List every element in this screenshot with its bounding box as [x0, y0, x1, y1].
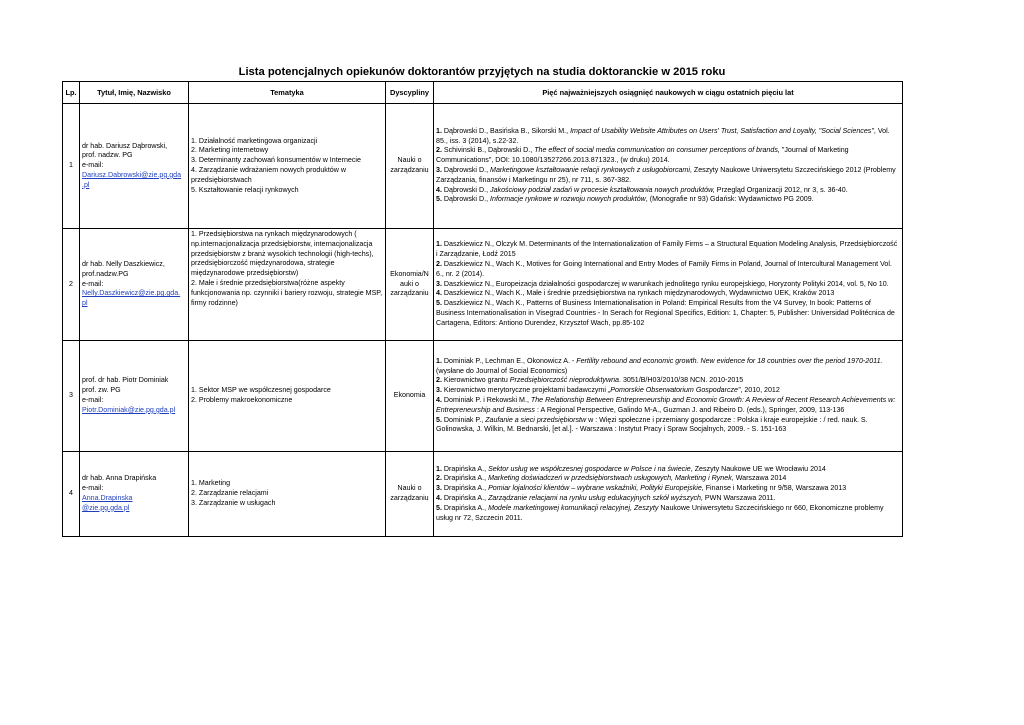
publications-cell [434, 341, 903, 452]
discipline-text: zarządzaniu [390, 166, 429, 174]
publication-item: 1. Dąbrowski D., Basińska B., Sikorski M., Impact of Usability Website Attributes on Users' Trust, Satisfaction and Loyalty, "Social Sciences", Vol. 85., iss. 3 (2014), s.22-32. [436, 126, 890, 145]
publication-item: 5. Dąbrowski D., Informacje rynkowe w rozwoju nowych produktów, (Monografie nr 93) Gdańsk: Wydawnictwo PG 2009. [436, 195, 814, 204]
supervisor-cell [80, 104, 189, 229]
topics-cell [189, 452, 386, 537]
col-header-discipline: Dyscypliny [386, 82, 434, 104]
topic-item: 4. Zarządzanie wdrażaniem nowych produktów w przedsiębiorstwach [191, 166, 346, 184]
publication-item: 2. Kierownictwo grantu Przedsiębiorczość nieproduktywna. 3051/B/H03/2010/38 NCN. 2010-2015 [436, 376, 744, 385]
publication-item: 4. Daszkiewicz N., Wach K., Małe i średnie przedsiębiorstwa na rynkach międzynarodowych, Wydawnictwo UEK, Kraków 2013 [436, 289, 835, 298]
publications-cell [434, 229, 903, 341]
supervisor-name: dr hab. Anna Drapińska [82, 474, 157, 483]
email-link[interactable]: Dariusz.Dabrowski@zie.pg.gda [82, 170, 182, 179]
publication-item: 4. Drapińska A., Zarządzanie relacjami na rynku usług edukacyjnych szkół wyższych, PWN Warszawa 2011. [436, 494, 776, 502]
row-number: 3 [63, 341, 80, 452]
publication-item: 1. Drapińska A., Sektor usług we współczesnej gospodarce w Polsce i na świecie, Zeszyty Naukowe UE we Wrocławiu 2014 [436, 464, 826, 473]
topic-item: 1. Działalność marketingowa organizacji [191, 136, 318, 145]
supervisor-cell [80, 229, 189, 341]
email-label: e-mail: [82, 396, 104, 404]
email-link-cont[interactable]: .pl [82, 180, 90, 189]
topic-item: 2. Małe i średnie przedsiębiorstwa(różne aspekty funkcjonowania np. czynniki i bariery rozwoju, strategie MSP, firmy rodzinne) [191, 278, 383, 307]
supervisor-cell [80, 452, 189, 537]
publication-item: 5. Dominiak P., Zaufanie a sieci przedsiębiorstw w : Więzi społeczne i przemiany gospodarcze : Polska i kraje europejskie : / red. nauk. S. Golinowska, J. Wilkin, M. Bednarski, [et al.]. - Warszawa : Instytut Pracy i Spraw Socjalnych, 2009. - S. 151-163 [436, 415, 868, 434]
discipline-cell [386, 229, 434, 341]
publication-item: 4. Dominiak P. i Rekowski M., The Relationship Between Entrepreneurship and Economic Growth: A Review of Recent Research Achievements w: Entrepreneurship and Business : A Regional Perspective, Galindo M-A., Guzman J. and Ribeiro D. (eds.), Springer, 2009, 113-136 [436, 396, 896, 414]
row-number: 2 [63, 229, 80, 341]
publication-item: 2. Schivinski B., Dąbrowski D., The effect of social media communication on consumer perceptions of brands, "Journal of Marketing Communications", DOI: 10.1080/13527266.2013.871323., (w druku) 2014. [436, 146, 849, 165]
topic-item: 2. Zarządzanie relacjami [191, 489, 269, 498]
topics-cell [189, 229, 386, 341]
topic-item: 2. Marketing internetowy [191, 146, 269, 155]
table-row [63, 104, 903, 229]
supervisors-table [62, 81, 903, 537]
email-label: e-mail: [82, 279, 104, 288]
topic-item: 3. Zarządzanie w usługach [191, 498, 276, 507]
topic-item: 1. Marketing [191, 479, 231, 488]
publications-cell [434, 104, 903, 229]
topic-item: 2. Problemy makroekonomiczne [191, 396, 293, 404]
topic-item: 1. Przedsiębiorstwa na rynkach międzynarodowych ( np.internacjonalizacja przedsiębiorstw, internacjonalizacja przedsiębiorstw z branż wysokich technologii (high-techs), przedsiębiorczość międzynarodowa, strategie międzynarodowe przedsiębiorstw) [191, 230, 374, 278]
email-label: e-mail: [82, 161, 104, 170]
publication-item: 5. Drapińska A., Modele marketingowej komunikacji relacyjnej, Zeszyty Naukowe Uniwersytetu Szczecińskiego nr 660, Ekonomiczne problemy usług nr 72, Szczecin 2011. [436, 503, 884, 522]
supervisor-cell [80, 341, 189, 452]
col-header-lp: Lp. [63, 82, 80, 104]
publication-item: 2. Drapińska A., Marketing doświadczeń w przedsiębiorstwach usługowych, Marketing i Rynek, Warszawa 2014 [436, 474, 787, 483]
email-link[interactable]: Nelly.Daszkiewicz@zie.pg.gda. [82, 289, 181, 298]
table-row [63, 229, 903, 341]
supervisor-title: prof. nadzw. PG [82, 151, 133, 160]
email-link[interactable]: Piotr.Dominiak@zie.pg.gda.pl [82, 405, 176, 414]
supervisor-name: dr hab. Dariusz Dąbrowski, [82, 141, 168, 150]
table-row [63, 452, 903, 537]
col-header-topics: Tematyka [189, 82, 386, 104]
publication-item: 4. Dąbrowski D., Jakościowy podział zadań w procesie kształtowania nowych produktów, Przegląd Organizacji 2012, nr 3, s. 36-40. [436, 185, 848, 194]
discipline-text: Nauki o [397, 484, 422, 493]
topic-item: 3. Determinanty zachowań konsumentów w Internecie [191, 156, 361, 165]
discipline-cell [386, 341, 434, 452]
row-number: 4 [63, 452, 80, 537]
discipline-text: zarządzaniu [390, 494, 429, 502]
email-label: e-mail: [82, 484, 104, 493]
discipline-text: Ekonomia [393, 391, 426, 400]
topic-item: 5. Kształtowanie relacji rynkowych [191, 185, 299, 194]
email-link[interactable]: Anna.Drapinska [82, 494, 133, 502]
supervisor-name: dr hab. Nelly Daszkiewicz, [82, 260, 165, 268]
publication-item: 3. Dąbrowski D., Marketingowe kształtowanie relacji rynkowych z usługobiorcami, Zeszyty Naukowe Uniwersytetu Szczecińskiego 2012 (Problemy Zarządzania, finansów i Marketingu nr 25), nr 711, s. 367-382. [436, 166, 896, 184]
topics-cell [189, 341, 386, 452]
publication-item: 2. Daszkiewicz N., Wach K., Motives for Going International and Entry Modes of Family Firms in Poland, Journal of Intercultural Management Vol. 6., nr. 2 (2014). [436, 260, 892, 278]
discipline-text: auki o [400, 279, 419, 288]
document-title: Lista potencjalnych opiekunów doktorantów przyjętych na studia doktoranckie w 2015 roku [238, 66, 726, 78]
discipline-text: Nauki o [397, 156, 422, 165]
discipline-cell [386, 452, 434, 537]
discipline-text: Ekonomia/N [390, 269, 429, 278]
email-link-cont[interactable]: @zie.pg.gda.pl [82, 503, 130, 512]
supervisor-name: prof. dr hab. Piotr Dominiak [82, 376, 169, 385]
publication-item: 3. Drapińska A., Pomiar lojalności klientów – wybrane wskaźniki, Polityki Europejskie, Finanse i Marketing nr 9/58, Warszawa 2013 [436, 484, 847, 493]
col-header-name: Tytuł, Imię, Nazwisko [80, 82, 189, 104]
topic-item: 1. Sektor MSP we współczesnej gospodarce [191, 386, 331, 395]
col-header-publications: Pięć najważniejszych osiągnięć naukowych w ciągu ostatnich pięciu lat [434, 82, 903, 104]
publications-cell [434, 452, 903, 537]
topics-cell [189, 104, 386, 229]
publication-item: 5. Daszkiewicz N., Wach K., Patterns of Business Internationalisation in Poland: Empirical Results from the V4 Survey, In book: Patterns of Business Internationalisation in Visegrad Countries - In Serach for Regional Specifics, Edition: 1, Chapter: 5, Publisher: Universidad Politécnica de Cartagena, Editors: Antiono Durendez, Krzysztof Wach, pp.85-102 [436, 299, 895, 327]
publication-item: 1. Dominiak P., Lechman E., Okonowicz A. - Fertility rebound and economic growth. New evidence for 18 countries over the period 1970-2011. (wysłane do Journal of Social Economics) [436, 356, 883, 375]
table-header-row [63, 82, 903, 104]
publication-item: 1. Daszkiewicz N., Olczyk M. Determinants of the Internationalization of Family Firms – a Structural Equation Modeling Analysis, Przedsiębiorczość i Zarządzanie, Łodź 2015 [436, 240, 898, 259]
supervisor-title: prof. zw. PG [82, 386, 121, 395]
discipline-cell [386, 104, 434, 229]
row-number: 1 [63, 104, 80, 229]
publication-item: 3. Daszkiewicz N., Europeizacja działalności gospodarczej w warunkach jednolitego rynku europejskiego, Horyzonty Polityki 2014, vol. 5, No 10. [436, 279, 889, 288]
email-link-cont[interactable]: pl [82, 299, 88, 308]
publication-item: 3. Kierownictwo merytoryczne projektami badawczymi „Pomorskie Obserwatorium Gospodarcze”, 2010, 2012 [436, 386, 780, 395]
table-row [63, 341, 903, 452]
supervisor-title: prof.nadzw.PG [82, 269, 129, 278]
discipline-text: zarządzaniu [390, 289, 429, 298]
